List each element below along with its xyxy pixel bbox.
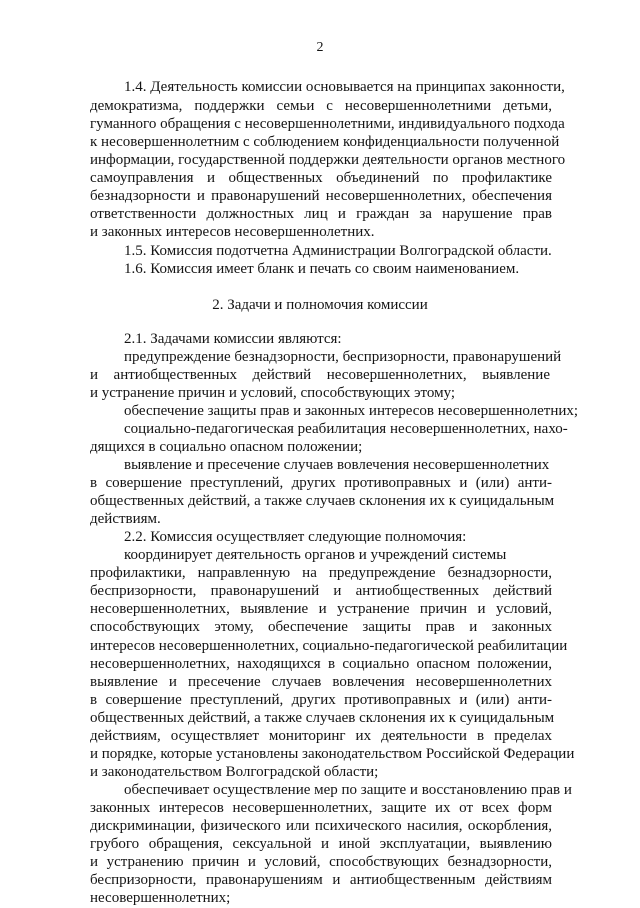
text-line: социально-педагогическая реабилитация несовершеннолетних, нахо-: [124, 421, 568, 437]
text-line: и антиобщественных действий несовершеннолетних, выявление: [90, 367, 550, 383]
page-number: 2: [316, 40, 324, 55]
text-line: профилактики, направленную на предупреждение безнадзорности,: [90, 565, 552, 581]
text-line: беспризорности, правонарушений и антиобщественных действий: [90, 583, 552, 599]
section-heading: 2. Задачи и полномочия комиссии: [212, 297, 428, 313]
text-line: общественных действий, а также случаев склонения их к суицидальным: [90, 493, 555, 509]
text-line: 1.6. Комиссия имеет бланк и печать со своим наименованием.: [124, 261, 520, 277]
text-line: и законных интересов несовершеннолетних.: [90, 224, 375, 240]
text-line: демократизма, поддержки семьи с несовершеннолетними детьми,: [90, 98, 552, 114]
text-line: несовершеннолетних;: [90, 890, 231, 906]
text-line: координирует деятельность органов и учреждений системы: [124, 547, 507, 563]
text-line: в совершение преступлений, других противоправных и (или) анти-: [90, 692, 552, 708]
text-line: и устранению причин и условий, способствующих безнадзорности,: [90, 854, 552, 870]
text-line: в совершение преступлений, других противоправных и (или) анти-: [90, 475, 552, 491]
text-line: предупреждение безнадзорности, беспризорности, правонарушений: [124, 349, 562, 365]
text-line: несовершеннолетних, выявление и устранение причин и условий,: [90, 601, 552, 617]
text-line: способствующих этому, обеспечение защиты прав и законных: [90, 619, 552, 635]
text-line: обеспечивает осуществление мер по защите и восстановлению прав и: [124, 782, 572, 798]
text-line: 1.4. Деятельность комиссии основывается на принципах законности,: [124, 79, 565, 95]
text-line: и порядке, которые установлены законодательством Российской Федерации: [90, 746, 575, 762]
text-line: и законодательством Волгоградской области;: [90, 764, 379, 780]
text-line: обеспечение защиты прав и законных интересов несовершеннолетних;: [124, 403, 579, 419]
text-line: информации, государственной поддержки деятельности органов местного: [90, 152, 566, 168]
text-line: выявление и пресечение случаев вовлечения несовершеннолетних: [124, 457, 550, 473]
text-line: 2.2. Комиссия осуществляет следующие полномочия:: [124, 529, 467, 545]
text-line: гуманного обращения с несовершеннолетними, индивидуального подхода: [90, 116, 565, 132]
text-line: ответственности должностных лиц и граждан за нарушение прав: [90, 206, 552, 222]
text-line: дящихся в социально опасном положении;: [90, 439, 363, 455]
text-line: общественных действий, а также случаев склонения их к суицидальным: [90, 710, 555, 726]
text-line: безнадзорности и правонарушений несовершеннолетних, обеспечения: [90, 188, 552, 204]
text-line: законных интересов несовершеннолетних, защите их от всех форм: [90, 800, 552, 816]
text-line: 2.1. Задачами комиссии являются:: [124, 331, 342, 347]
text-line: действиям, осуществляет мониторинг их деятельности в пределах: [90, 728, 552, 744]
text-line: к несовершеннолетним с соблюдением конфиденциальности полученной: [90, 134, 560, 150]
text-line: действиям.: [90, 511, 161, 527]
text-line: интересов несовершеннолетних, социально-педагогической реабилитации: [90, 638, 568, 654]
text-line: грубого обращения, сексуальной и иной эксплуатации, выявлению: [90, 836, 552, 852]
text-line: 1.5. Комиссия подотчетна Администрации Волгоградской области.: [124, 243, 552, 259]
text-line: самоуправления и общественных объединений по профилактике: [90, 170, 552, 186]
text-line: выявление и пресечение случаев вовлечения несовершеннолетних: [90, 674, 552, 690]
text-line: и устранение причин и условий, способствующих этому;: [90, 385, 456, 401]
text-line: дискриминации, физического или психического насилия, оскорбления,: [90, 818, 552, 834]
text-line: несовершеннолетних, находящихся в социально опасном положении,: [90, 656, 552, 672]
text-line: беспризорности, правонарушениям и антиобщественным действиям: [90, 872, 552, 888]
